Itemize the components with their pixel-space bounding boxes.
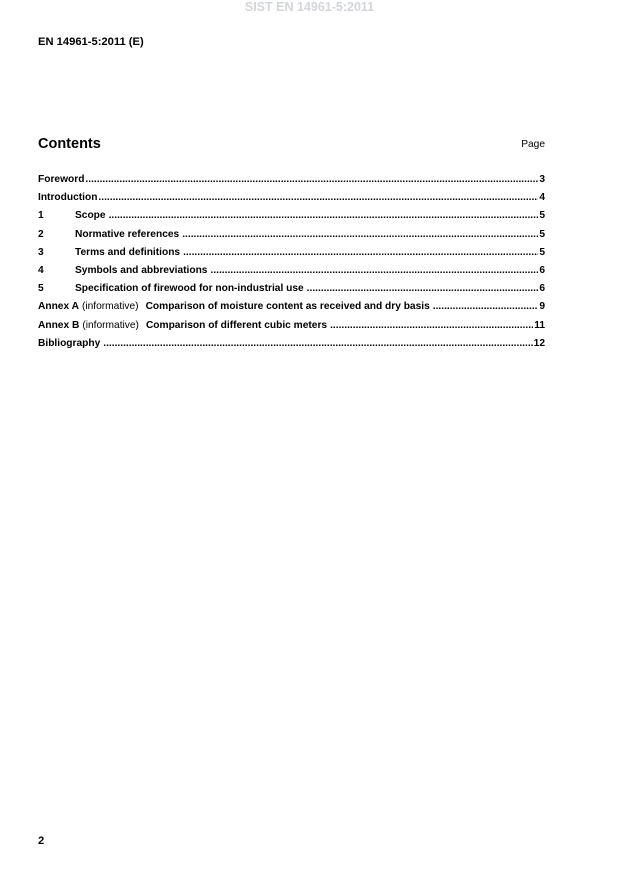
toc-entry-introduction[interactable] — [38, 189, 545, 207]
toc-dot-leader — [103, 335, 532, 353]
toc-entry-number: 5 — [38, 283, 44, 295]
toc-entry-number: 4 — [38, 264, 44, 276]
toc-entry-page: 6 — [539, 264, 545, 276]
toc-entry-scope[interactable] — [38, 207, 545, 225]
toc-entry-page: 6 — [539, 283, 545, 295]
toc-entry-symbols-and-abbreviations[interactable] — [38, 262, 545, 280]
toc-entry-title: Bibliography — [38, 337, 101, 349]
toc-dot-leader — [307, 280, 539, 298]
toc-dot-leader — [85, 171, 538, 189]
toc-entry-title: Normative references — [75, 228, 180, 240]
annex-qualifier: (informative) — [82, 319, 139, 331]
toc-dot-leader — [210, 262, 538, 280]
toc-entry-title: Specification of firewood for non-industrial use — [75, 283, 304, 295]
document-watermark: SIST EN 14961-5:2011 — [244, 0, 375, 14]
annex-label: Annex A — [38, 301, 79, 313]
table-of-contents — [38, 171, 545, 353]
toc-entry-title: Introduction — [38, 192, 98, 204]
toc-entry-title: Symbols and abbreviations — [75, 264, 208, 276]
toc-entry-page: 12 — [533, 337, 545, 349]
toc-entry-number: 1 — [38, 210, 44, 222]
document-identifier: EN 14961-5:2011 (E) — [38, 36, 144, 48]
toc-entry-bibliography[interactable] — [38, 335, 545, 353]
toc-dot-leader — [98, 189, 538, 207]
toc-entry-page: 5 — [539, 228, 545, 240]
page-column-label: Page — [521, 139, 545, 150]
toc-entry-title: Foreword — [38, 174, 85, 185]
toc-entry-page: 3 — [539, 174, 545, 185]
toc-entry-page: 11 — [534, 319, 545, 331]
toc-entry-normative-references[interactable] — [38, 226, 545, 244]
toc-entry-page: 5 — [539, 246, 545, 258]
toc-entry-foreword[interactable] — [38, 171, 545, 189]
toc-dot-leader — [183, 244, 538, 262]
toc-dot-leader — [182, 226, 538, 244]
toc-entry-page: 9 — [539, 301, 545, 313]
toc-entry-page: 5 — [539, 210, 545, 222]
toc-entry-number: 3 — [38, 246, 44, 258]
toc-entry-title: Comparison of different cubic meters — [145, 319, 328, 331]
toc-entry-number: 2 — [38, 228, 44, 240]
toc-entry-annex-a[interactable] — [38, 298, 545, 316]
toc-entry-specification[interactable] — [38, 280, 545, 298]
toc-entry-page: 4 — [539, 192, 545, 204]
page-number: 2 — [38, 835, 45, 847]
toc-dot-leader — [330, 317, 533, 335]
contents-heading: Contents — [38, 136, 101, 152]
annex-label: Annex B — [38, 319, 80, 331]
toc-entry-title: Terms and definitions — [75, 246, 181, 258]
toc-entry-terms-and-definitions[interactable] — [38, 244, 545, 262]
toc-entry-annex-b[interactable] — [38, 317, 545, 335]
toc-dot-leader — [433, 298, 539, 316]
annex-qualifier: (informative) — [81, 301, 139, 313]
toc-dot-leader — [109, 207, 539, 225]
toc-entry-title: Scope — [75, 210, 106, 222]
toc-entry-title: Comparison of moisture content as received and dry basis — [145, 301, 430, 313]
